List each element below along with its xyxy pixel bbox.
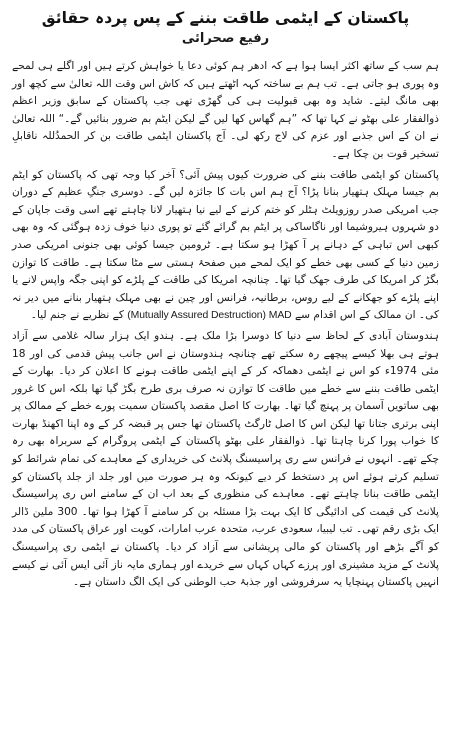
mad-term-abbrev: MAD — [268, 310, 292, 322]
mad-term: (Mutually Assured Destruction) MAD — [127, 310, 292, 322]
paragraph-intro: ہم سب کے ساتھ اکثر ایسا ہوا ہے کہ ادھر ہم کوئی دعا یا خواہش کرتے ہیں اور اگلے ہی لمحے وہ پوری ہو جاتی ہے۔ تب ہم بے ساختہ کہہ اٹھتے ہیں کہ کاش اس وقت اللہ تعالیٰ سے کچھ اور بھی مانگ لیتے۔ شاید وہ بھی قبولیت ہی کی گھڑی تھی جب پاکستان کے سابق وزیر اعظم ذوالفقار علی بھٹو نے کہا تھا کہ ”ہم گھاس کھا لیں گے لیکن ایٹم بم ضرور بنائیں گے۔“ اللہ تعالیٰ نے ان کے اس جذبے اور عزم کی لاج رکھ لی۔ آج پاکستان ایٹمی طاقت بن کر الحمدُللہ ناقابلِ تسخیر قوت بن چکا ہے۔ — [12, 60, 439, 160]
mad-term-full: Mutually Assured Destruction — [130, 310, 263, 322]
paragraph-why-nuclear-text: پاکستان کو ایٹمی طاقت بننے کی ضرورت کیوں پیش آئی؟ آخر کیا وجہ تھی کہ پاکستان کو ایٹم بم جیسا مہلک ہتھیار بنانا پڑا؟ آج ہم اس بات کا جائزہ لیں گے۔ دوسری جنگِ عظیم کے دوران جب امریکی صدر روزویلٹ ہٹلر کو ختم کرنے کے لیے نیا ہتھیار لانا چاہتے تھے اسی وقت جاپان کے دو شہروں ہیروشیما اور ناگاساکی پر ایٹم بم گرائے گئے تو پوری دنیا خوف زدہ ہوگئی کہ وہ بھی کبھی اس تباہی کے دہانے پر آ کھڑا ہو سکتا ہے۔ ٹرومین جیسا کوئی بھی جنونی امریکی صدر زمین دنیا کے کسی بھی خطے کو ایک لمحے میں صفحۂ ہستی سے مٹا سکتا ہے۔ طاقت کا توازن بگڑ کر امریکا کی طرف جھک گیا تھا۔ چنانچہ امریکا کی طاقت کے پلڑے کو اپنی جگہ واپس لانے یا اپنے پلڑے کو جھکانے کے لیے روس، برطانیہ، فرانس اور چین نے بھی مہلک ہتھیار بنانے میں دیر نہ کی۔ ان ممالک کے اس اقدام سے — [12, 168, 439, 322]
article-title: پاکستان کے ایٹمی طاقت بننے کے پس پردہ حقائق — [41, 9, 410, 27]
paragraph-india: ہندوستان آبادی کے لحاظ سے دنیا کا دوسرا بڑا ملک ہے۔ ہندو ایک ہزار سالہ غلامی سے آزاد ہوتے ہی بھلا کیسے پیچھے رہ سکتے تھے چنانچہ ہندوستان نے اس جانب پیش قدمی کی اور 18 مئی 1974ء کو اس نے ایٹمی دھماکہ کر کے اپنے ایٹمی طاقت ہونے کا اعلان کر دیا۔ بھارت کے ایٹمی طاقت بننے سے خطے میں طاقت کا توازن نہ صرف بری طرح بگڑ گیا تھا بلکہ اس کا غرور بھی ساتویں آسمان پر پہنچ گیا تھا۔ بھارت کا اصل مقصد پاکستان سمیت پورے خطے کے ممالک پر اپنی برتری جتانا تھا لیکن اس کا اصل ٹارگٹ پاکستان تھا جس پر قبضہ کر کے وہ اپنا اکھنڈ بھارت کا خواب پورا کرنا چاہتا تھا۔ ذوالفقار علی بھٹو پاکستان کے ایٹمی پروگرام کے سربراہ بھی رہ چکے تھے۔ انہوں نے فرانس سے ری پراسیسنگ پلانٹ کی خریداری کے معاہدے کی تمام شرائط کو تسلیم کرتے ہوئے اس پر دستخط کر دیے کیونکہ وہ ہر صورت میں اور جلد از جلد پاکستان کو ایٹمی طاقت بنانا چاہتے تھے۔ معاہدے کی منظوری کے بعد اب ان کے سامنے اس ری پراسیسنگ پلانٹ کی قیمت کی ادائیگی کا ایک بہت بڑا مسئلہ بن کر سامنے آ کھڑا ہوا تھا۔ 300 ملین ڈالر ایک بڑی رقم تھی۔ تب لیبیا، سعودی عرب، متحدہ عرب امارات، کویت اور عراق پاکستان کی مدد کو آگے بڑھے اور پاکستان کو مالی پریشانی سے آزاد کر دیا۔ پاکستان نے ایٹمی ری پراسیسنگ پلانٹ کے مزید مشینری اور پرزے کہاں کہاں سے خریدے اور ہماری مایہ ناز آئی ایس آئی نے کیسے انہیں پاکستان پہنچایا یہ سرفروشی اور جذبۂ حب الوطنی کی ایک الگ داستان ہے۔ — [12, 329, 439, 589]
paragraph-why-nuclear — [12, 167, 439, 325]
paragraph-why-nuclear-end: کے نظریے نے جنم لیا۔ — [30, 309, 124, 322]
article-author: رفیع صحرائی — [181, 31, 270, 46]
